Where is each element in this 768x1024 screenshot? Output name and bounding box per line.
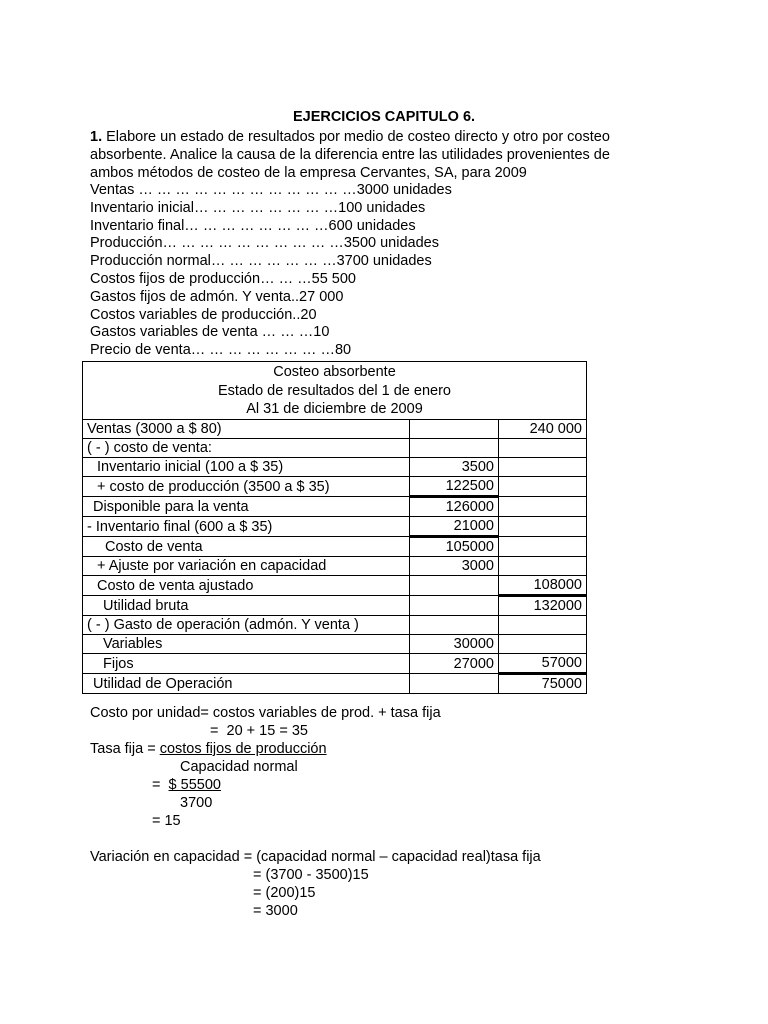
page-title: EJERCICIOS CAPITULO 6. <box>292 109 476 125</box>
table-row: Utilidad bruta 132000 <box>83 595 587 615</box>
fixed-rate-denominator: Capacidad normal <box>180 759 298 775</box>
list-item: Precio de venta… … … … … … … …80 <box>90 342 352 359</box>
table-row: + costo de producción (3500 a $ 35) 122500 <box>83 476 587 496</box>
income-statement-table <box>82 361 587 694</box>
table-row: ( - ) Gasto de operación (admón. Y venta ) <box>83 615 587 634</box>
capacity-variation-step-1: = (3700 - 3500)15 <box>253 867 369 883</box>
fixed-rate-numerator: costos fijos de producción <box>159 741 327 757</box>
table-row: Utilidad de Operación 75000 <box>83 673 587 693</box>
table-row: - Inventario final (600 a $ 35) 21000 <box>83 516 587 536</box>
table-row: Inventario inicial (100 a $ 35) 3500 <box>83 457 587 476</box>
exercise-text: Elabore un estado de resultados por medio de costeo directo y otro por costeo absorbente. Analice la causa de la diferencia entre las utilidades provenientes de ambos métodos de costeo de la empresa Cervantes, SA, para 2009 <box>90 129 610 181</box>
list-item: Producción normal… … … … … … …3700 unidades <box>90 253 432 270</box>
exercise-number: 1. <box>90 129 103 145</box>
table-row: Costo de venta ajustado 108000 <box>83 575 587 595</box>
fixed-rate-value-denominator: 3700 <box>180 795 213 811</box>
table-row: + Ajuste por variación en capacidad 3000 <box>83 556 587 575</box>
list-item: Costos variables de producción..20 <box>90 306 317 323</box>
fixed-rate-formula: Tasa fija = costos fijos de producción <box>90 741 327 757</box>
table-row: Disponible para la venta 126000 <box>83 496 587 516</box>
cost-per-unit-result: = 20 + 15 = 35 <box>210 723 308 739</box>
table-row: Costo de venta 105000 <box>83 536 587 556</box>
fixed-rate-result: = 15 <box>152 813 181 829</box>
list-item: Costos fijos de producción… … …55 500 <box>90 270 356 287</box>
table-header: Costeo absorbente Estado de resultados del 1 de enero Al 31 de diciembre de 2009 <box>83 362 587 420</box>
cost-per-unit-line: Costo por unidad= costos variables de prod. + tasa fija <box>90 705 441 721</box>
list-item: Inventario final… … … … … … … …600 unidades <box>90 217 416 234</box>
data-list <box>90 182 650 360</box>
list-item: Gastos variables de venta … … …10 <box>90 324 330 341</box>
list-item: Producción… … … … … … … … … …3500 unidades <box>90 235 439 252</box>
capacity-variation-formula: Variación en capacidad = (capacidad normal – capacidad real)tasa fija <box>90 849 541 865</box>
list-item: Inventario inicial… … … … … … … …100 unidades <box>90 199 426 216</box>
table-row: Variables 30000 <box>83 634 587 653</box>
capacity-variation-result: = 3000 <box>253 903 298 919</box>
table-row: Ventas (3000 a $ 80) 240 000 <box>83 419 587 438</box>
list-item: Ventas … … … … … … … … … … … …3000 unidades <box>90 182 452 198</box>
table-row: Fijos 27000 57000 <box>83 653 587 673</box>
capacity-variation-step-2: = (200)15 <box>253 885 316 901</box>
list-item: Gastos fijos de admón. Y venta..27 000 <box>90 288 344 305</box>
fixed-rate-value: = $ 55500 <box>152 777 221 793</box>
exercise-statement <box>90 128 650 182</box>
table-row: ( - ) costo de venta: <box>83 438 587 457</box>
table-header-row <box>83 362 587 420</box>
